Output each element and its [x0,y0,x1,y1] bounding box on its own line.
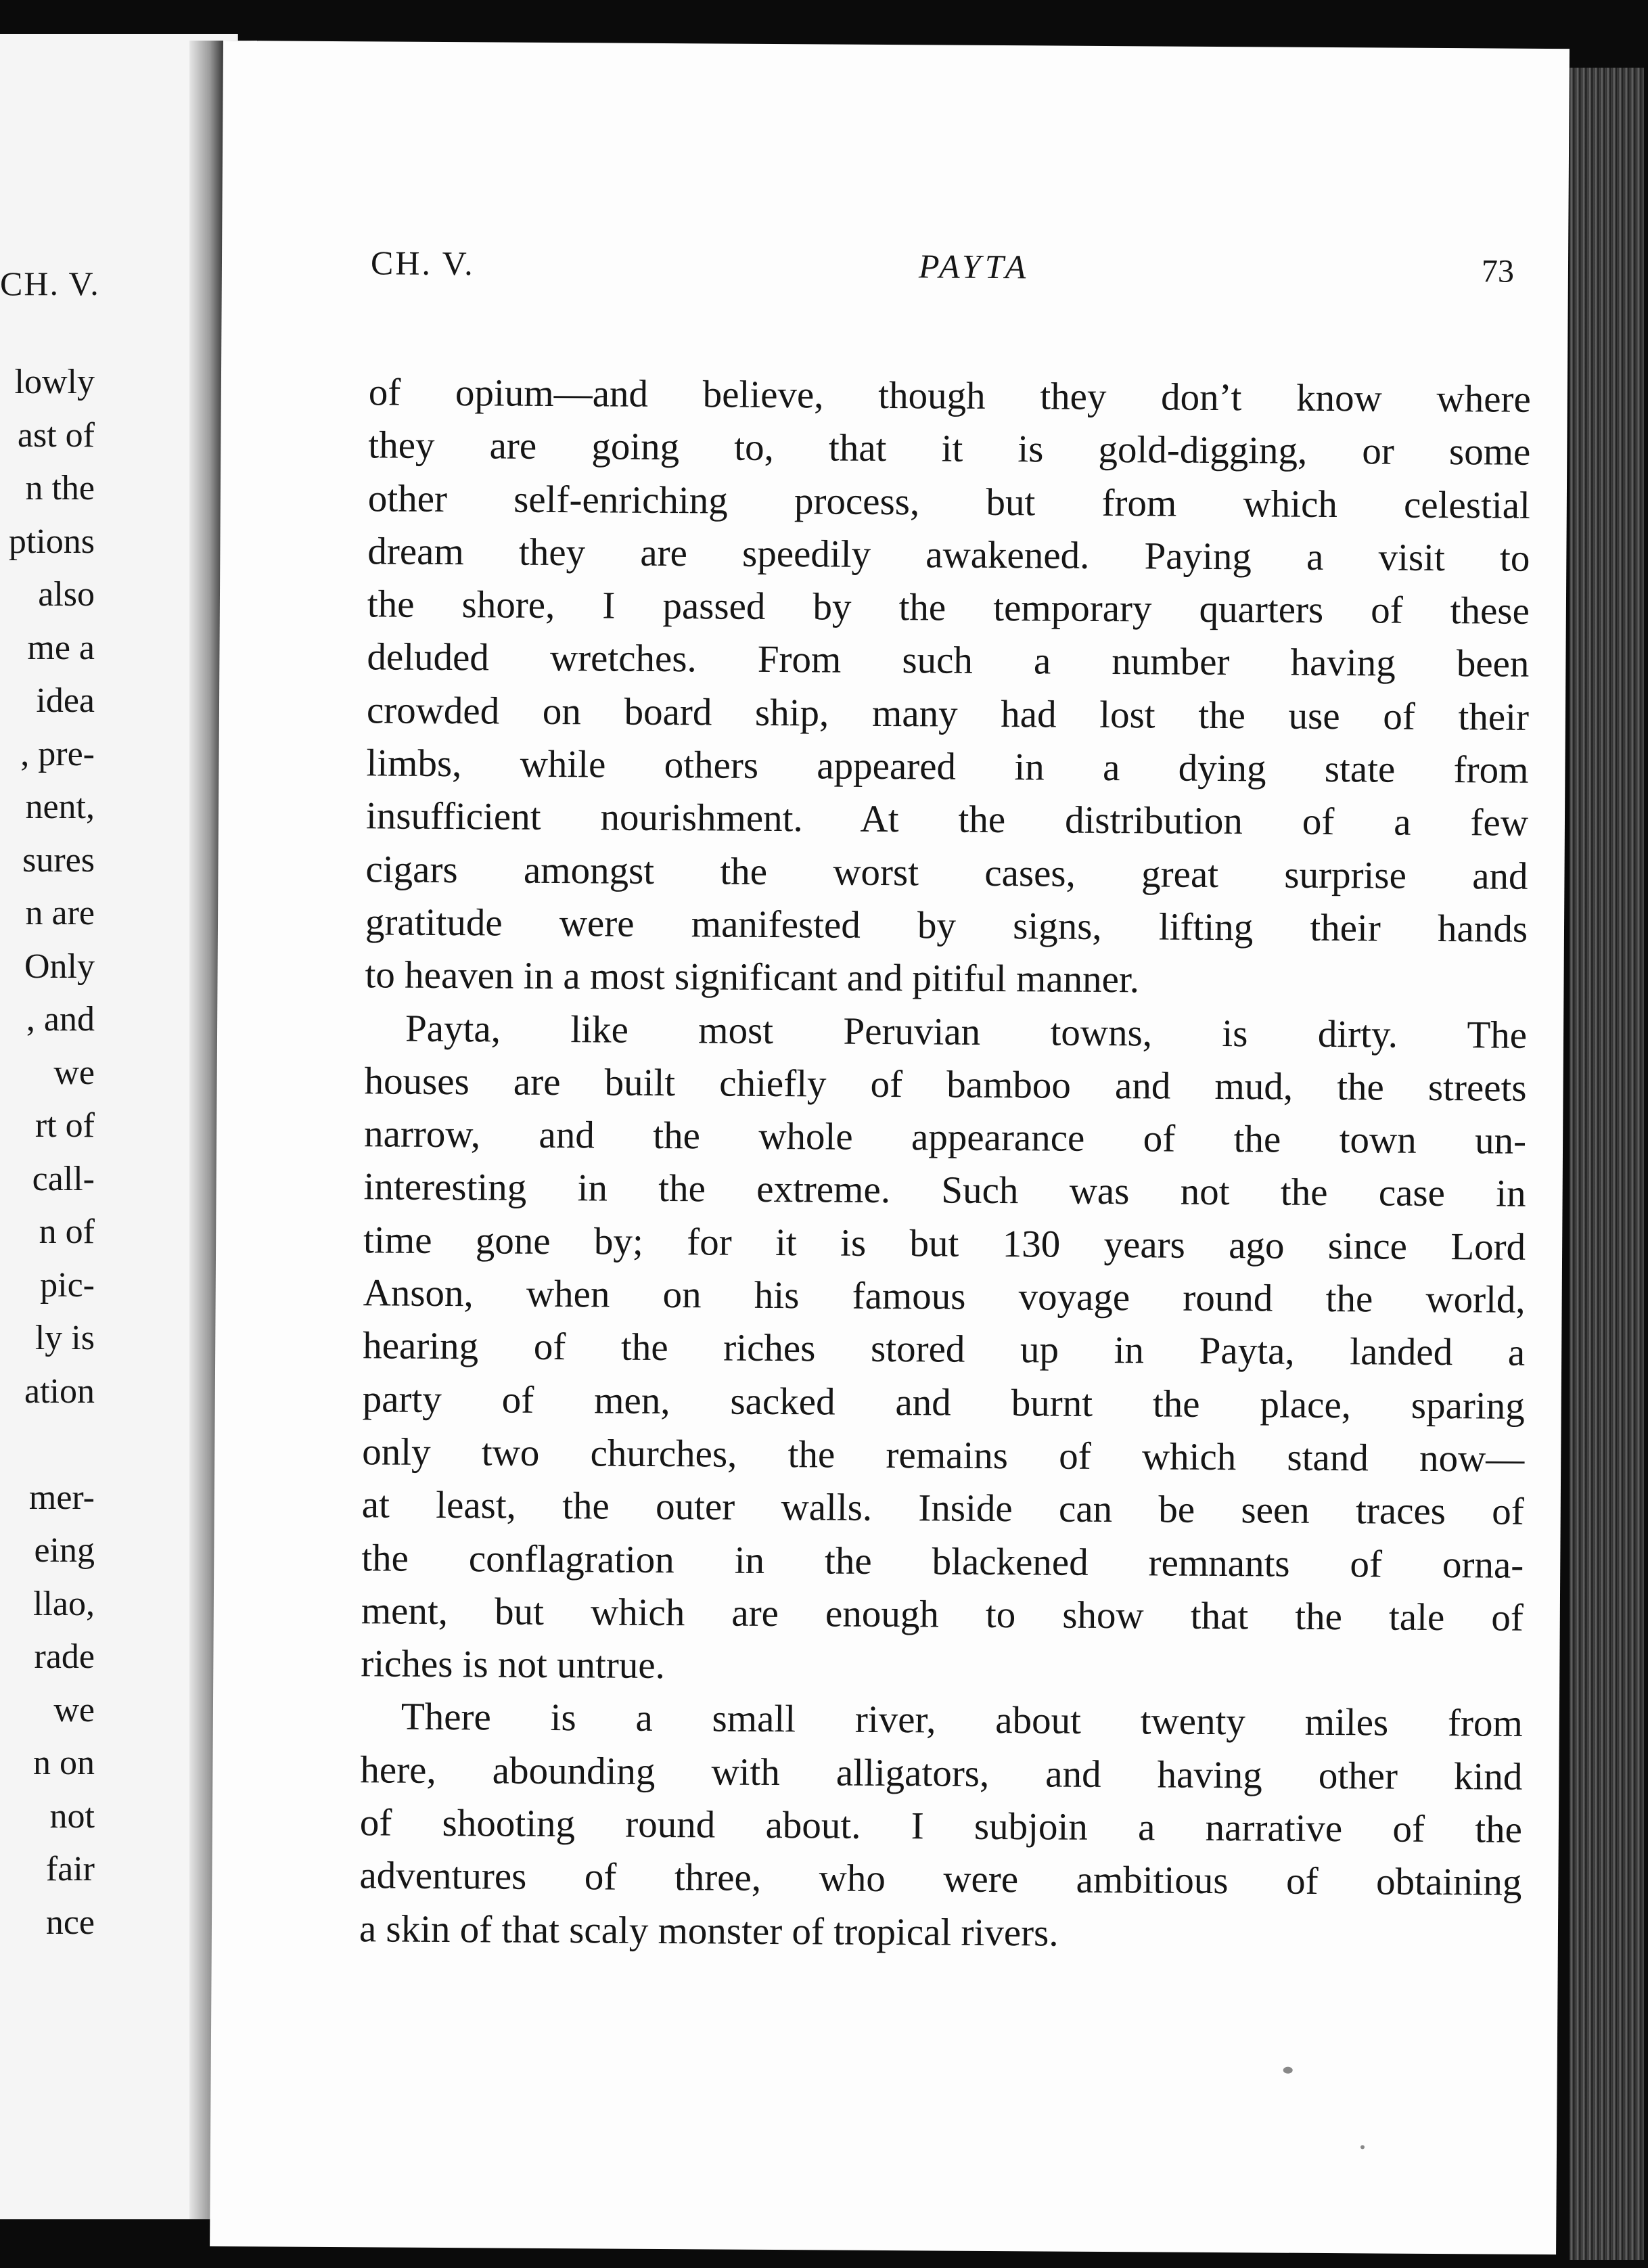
left-page-line: , and [26,1000,95,1039]
left-page-line [0,1418,95,1472]
left-page-line: we [53,1690,95,1729]
text-line: the shore, I passed by the temporary quarters of these [367,583,1530,633]
left-page-line: llao, [33,1584,95,1623]
page-title: PAYTA [918,247,1030,286]
text-line: interesting in the extreme. Such was not the case in [363,1165,1526,1216]
left-page-line: rt of [35,1106,95,1145]
left-page-line: lowly [14,363,95,401]
text-line: at least, the outer walls. Inside can be seen traces of [361,1483,1524,1534]
text-line: of shooting round about. I subjoin a narrative of the [359,1801,1523,1851]
left-page-line: rade [34,1637,95,1676]
paragraph [365,366,1531,1009]
paragraph [361,1002,1527,1698]
left-page-line: also [38,575,95,614]
left-page-line: ast of [17,415,95,455]
text-line: to heaven in a most significant and pitiful manner. [365,953,1140,1001]
text-line: cigars amongst the worst cases, great surprise and [365,847,1528,898]
left-page-line: Only [24,947,95,986]
text-line: ment, but which are enough to show that the tale of [361,1589,1524,1639]
text-line: only two churches, the remains of which stand now— [362,1430,1525,1480]
paragraph [359,1691,1523,1963]
text-line: crowded on board ship, many had lost the use of their [366,689,1530,739]
left-page-line: ly is [35,1319,95,1357]
ink-speck [1283,2067,1293,2074]
left-page-line: mer- [28,1478,95,1517]
page-number: 73 [1481,253,1515,290]
body-text [359,366,1531,1962]
left-page-line: pic- [40,1265,95,1305]
text-line: time gone by; for it is but 130 years ago since Lord [363,1219,1526,1269]
running-head [371,243,1521,304]
text-line: other self-enriching process, but from which celestial [367,476,1531,527]
left-page-header: CH. V. [0,265,100,302]
left-page-line: , pre- [20,734,95,773]
right-page [210,41,1570,2254]
left-page-text [0,356,95,1949]
text-line: limbs, while others appeared in a dying state from [366,742,1529,792]
text-line: a skin of that scaly monster of tropical rivers. [359,1907,1059,1955]
text-line: the conflagration in the blackened remnants of orna- [361,1536,1524,1587]
text-line: Payta, like most Peruvian towns, is dirty. The [405,1007,1528,1057]
left-page-line: n the [25,469,95,507]
text-line: hearing of the riches stored up in Payta, landed a [363,1324,1526,1375]
left-page-line: fair [45,1850,95,1888]
left-page-line: me a [27,628,95,667]
text-line: here, abounding with alligators, and having other kind [360,1748,1523,1798]
text-line: they are going to, that it is gold-digging, or some [368,424,1531,474]
text-line: deluded wretches. From such a number having been [367,635,1530,686]
text-line: adventures of three, who were ambitious of obtaining [359,1854,1522,1905]
left-page-line: n on [33,1744,95,1782]
left-page-line: ptions [8,522,95,561]
text-line: riches is not untrue. [361,1642,666,1687]
text-line: Anson, when on his famous voyage round the world, [363,1271,1526,1321]
text-line: insufficient nourishment. At the distribution of a few [365,794,1529,845]
left-page-line: not [49,1796,95,1836]
text-line: of opium—and believe, though they don’t know where [368,371,1531,421]
left-page-line: nce [45,1903,95,1942]
left-page-line: nent, [25,788,95,826]
left-page-line: eing [34,1531,95,1570]
text-line: narrow, and the whole appearance of the town un- [363,1112,1527,1162]
left-page-line: call- [32,1159,95,1198]
text-line: party of men, sacked and burnt the place, sparing [362,1377,1525,1428]
left-page-line: idea [36,681,95,720]
text-line: houses are built chiefly of bamboo and mud, the streets [364,1060,1527,1110]
chapter-label: CH. V. [370,244,475,283]
text-line: gratitude were manifested by signs, lifting their hands [365,901,1528,951]
left-page-line: we [53,1053,95,1092]
left-page-line: sures [22,840,95,880]
text-line: dream they are speedily awakened. Paying a visit to [367,530,1530,580]
left-page-line: n are [25,894,95,932]
ink-speck [1360,2145,1365,2149]
text-line: There is a small river, about twenty miles from [400,1696,1524,1746]
page-edges [1570,68,1644,2260]
left-page-line: ation [24,1371,95,1411]
left-page-line: n of [39,1212,95,1251]
